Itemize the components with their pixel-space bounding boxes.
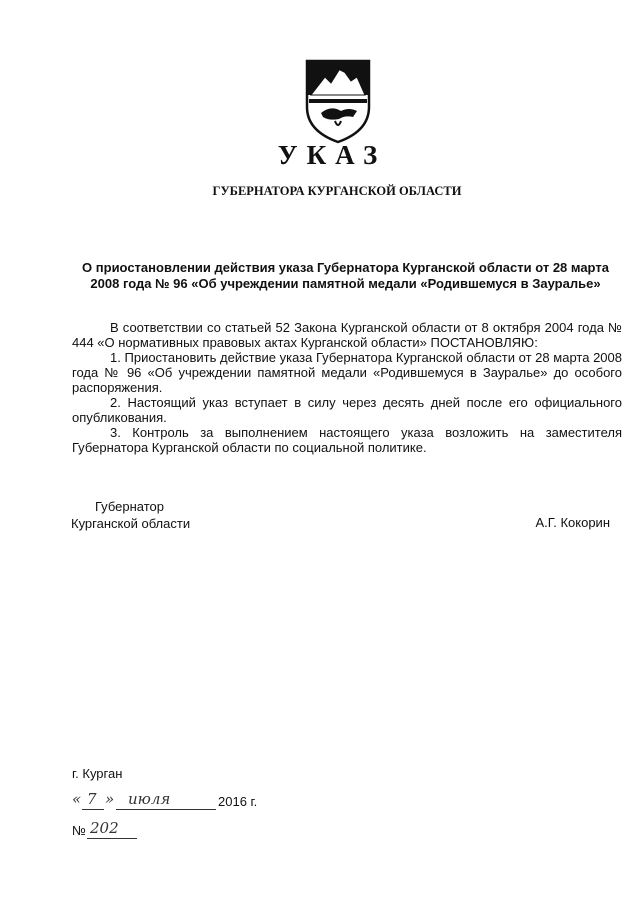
signature-position-line2: Курганской области bbox=[71, 516, 191, 531]
document-title: УКАЗ bbox=[277, 140, 387, 170]
coat-of-arms-emblem bbox=[301, 55, 375, 145]
number-value: 202 bbox=[90, 819, 119, 837]
signature-name: А.Г. Кокорин bbox=[535, 515, 610, 530]
document-heading: О приостановлении действия указа Губернатора Курганской области от 28 марта 2008 года № 96 «Об учреждении памятной медали «Родившемуся в Зауралье» bbox=[82, 260, 609, 291]
document-subtitle: ГУБЕРНАТОРА КУРГАНСКОЙ ОБЛАСТИ bbox=[212, 184, 462, 198]
coat-of-arms-icon bbox=[301, 55, 375, 145]
date-year: 2016 г. bbox=[218, 794, 258, 809]
paragraph-item-3: 3. Контроль за выполнением настоящего указа возложить на заместителя Губернатора Курганской области по социальной политике. bbox=[72, 425, 622, 455]
number-prefix: № bbox=[72, 823, 86, 838]
date-month: июля bbox=[128, 790, 171, 808]
date-close-quote: » bbox=[105, 790, 115, 808]
place-of-issue: г. Курган bbox=[72, 766, 123, 781]
date-day: 7 bbox=[87, 790, 97, 808]
date-open-quote: « bbox=[72, 790, 82, 808]
signature-position bbox=[71, 498, 190, 532]
document-body bbox=[72, 320, 622, 455]
paragraph-item-1: 1. Приостановить действие указа Губернатора Курганской области от 28 марта 2008 года № 96 «Об учреждении памятной медали «Родившемуся в Зауралье» до особого распоряжения. bbox=[72, 350, 622, 395]
signature-position-line1: Губернатор bbox=[95, 499, 164, 514]
paragraph-item-2: 2. Настоящий указ вступает в силу через десять дней после его официального опубликования. bbox=[72, 395, 622, 425]
paragraph-preamble: В соответствии со статьей 52 Закона Курганской области от 8 октября 2004 года № 444 «О нормативных правовых актах Курганской области» ПОСТАНОВЛЯЮ: bbox=[72, 320, 622, 350]
